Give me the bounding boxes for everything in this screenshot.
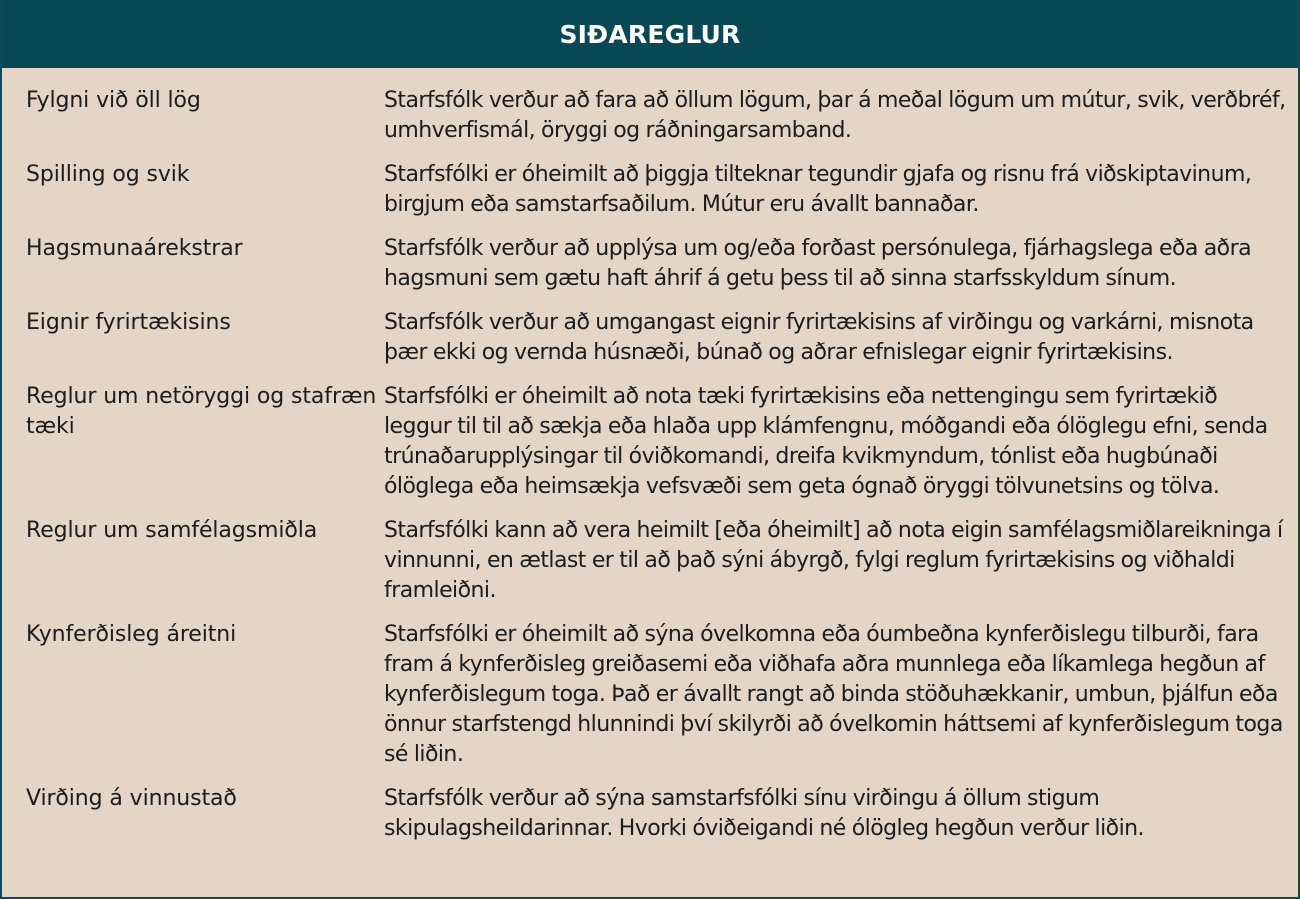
row-description: Starfsfólki er óheimilt að nota tæki fyrirtækisins eða nettengingu sem fyrirtækið leggur til til að sækja eða hlaða upp klámfengnu, móðgandi eða ólöglegu efni, senda trúnaðarupplýsingar til óviðkomandi, dreifa kvikmyndum, tónlist eða hugbúnaði ólöglega eða heimsækja vefsvæði sem geta ógnað öryggi tölvunetsins og tölva. <box>384 384 1268 499</box>
table-row <box>2 382 1298 502</box>
row-label: Hagsmunaárekstrar <box>26 236 243 261</box>
row-label: Eignir fyrirtækisins <box>26 310 231 335</box>
row-label: Reglur um netöryggi og stafræn tæki <box>26 384 377 439</box>
row-description: Starfsfólki er óheimilt að sýna óvelkomna eða óumbeðna kynferðislegu tilburði, fara fram á kynferðisleg greiðasemi eða viðhafa aðra munnlega eða líkamlega hegðun af kynferðislegum toga. Það er ávallt rangt að binda stöðuhækkanir, umbun, þjálfun eða önnur starfstengd hlunnindi því skilyrði að óvelkomin háttsemi af kynferðislegum toga sé liðin. <box>384 622 1283 767</box>
row-label: Reglur um samfélagsmiðla <box>26 518 318 543</box>
table-header <box>2 0 1298 68</box>
row-description: Starfsfólki er óheimilt að þiggja tilteknar tegundir gjafa og risnu frá viðskiptavinum, birgjum eða samstarfsaðilum. Mútur eru ávallt bannaðar. <box>384 162 1252 217</box>
table-body <box>2 68 1298 844</box>
table-row <box>2 160 1298 220</box>
table-row <box>2 784 1298 844</box>
table-row <box>2 234 1298 294</box>
row-description: Starfsfólk verður að fara að öllum lögum, þar á meðal lögum um mútur, svik, verðbréf, umhverfismál, öryggi og ráðningarsamband. <box>384 88 1286 143</box>
row-label: Fylgni við öll lög <box>26 88 201 113</box>
row-description: Starfsfólk verður að upplýsa um og/eða forðast persónulega, fjárhagslega eða aðra hagsmuni sem gætu haft áhrif á getu þess til að sinna starfsskyldum sínum. <box>384 236 1251 291</box>
row-label: Kynferðisleg áreitni <box>26 622 237 647</box>
table-row <box>2 86 1298 146</box>
table-row <box>2 516 1298 606</box>
row-label: Spilling og svik <box>26 162 190 187</box>
row-description: Starfsfólki kann að vera heimilt [eða óheimilt] að nota eigin samfélagsmiðlareikninga í vinnunni, en ætlast er til að það sýni ábyrgð, fylgi reglum fyrirtækisins og viðhaldi framleiðni. <box>384 518 1283 603</box>
row-label: Virðing á vinnustað <box>26 786 237 811</box>
table-title: SIÐAREGLUR <box>559 19 741 49</box>
table-row <box>2 620 1298 770</box>
table-row <box>2 308 1298 368</box>
row-description: Starfsfólk verður að sýna samstarfsfólki sínu virðingu á öllum stigum skipulagsheildarinnar. Hvorki óviðeigandi né ólögleg hegðun verður liðin. <box>384 786 1144 841</box>
row-description: Starfsfólk verður að umgangast eignir fyrirtækisins af virðingu og varkárni, misnota þær ekki og vernda húsnæði, búnað og aðrar efnislegar eignir fyrirtækisins. <box>384 310 1254 365</box>
